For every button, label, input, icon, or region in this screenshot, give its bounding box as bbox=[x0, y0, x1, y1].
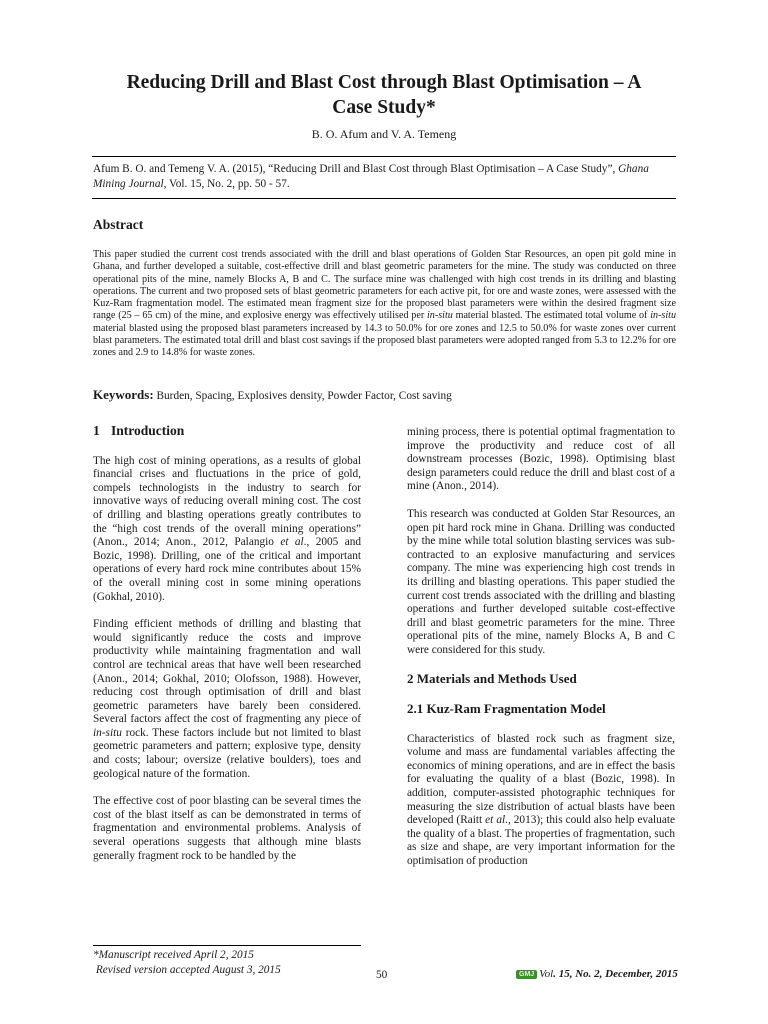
citation-text-a: Afum B. O. and Temeng V. A. (2015), “Reducing Drill and Blast Cost through Blast Optimisation – A Case Study”, bbox=[93, 163, 619, 175]
intro-heading bbox=[93, 424, 361, 438]
footnote bbox=[93, 948, 281, 978]
journal-logo: GMJ bbox=[516, 970, 537, 979]
footnote-revised: Revised version accepted August 3, 2015 bbox=[93, 964, 281, 976]
top-rule bbox=[92, 156, 676, 157]
right-paragraph-3 bbox=[407, 733, 675, 869]
journal-issue: . 15, No. 2, December, 2015 bbox=[553, 968, 678, 980]
abstract-heading: Abstract bbox=[93, 217, 144, 232]
right-paragraph-2: This research was conducted at Golden Star Resources, an open pit hard rock mine in Ghana. Drilling was conducted by the mine while total solution blasting services was sub-contracted to an explosive manufacturing and services company. The mine was experiencing high cost trends in its drilling and blasting operations. This paper studied the current cost trends associated with the drilling and blasting operations and further developed suitable cost-effective drill and blast geometric parameters for the mine. Three operational pits of the mine, namely Blocks A, B and C were considered for this study. bbox=[407, 507, 675, 656]
journal-vol-label: Vol bbox=[539, 968, 554, 980]
authors: B. O. Afum and V. A. Temeng bbox=[311, 127, 457, 141]
intro-number: 1 bbox=[93, 423, 100, 438]
left-column bbox=[93, 424, 361, 877]
keywords bbox=[93, 387, 452, 403]
intro-paragraph-2 bbox=[93, 618, 361, 781]
right-p3-b: 2013); this could also help evaluate the quality of a blast. The properties of fragmentation, such as size and shape, are very important information for the optimisation of production bbox=[407, 814, 676, 868]
citation-journal: Ghana Mining Journal bbox=[93, 163, 649, 190]
intro-heading-text: Introduction bbox=[111, 423, 185, 438]
paper-title bbox=[92, 70, 676, 120]
page-number: 50 bbox=[376, 969, 388, 981]
abstract-insitu-1: in-situ bbox=[427, 310, 453, 322]
keywords-label: Keywords: bbox=[93, 387, 154, 402]
citation-text-b: , Vol. 15, No. 2, pp. 50 - 57. bbox=[163, 177, 290, 190]
citation-rule bbox=[92, 198, 676, 199]
abstract-insitu-2: in-situ bbox=[650, 310, 677, 322]
right-paragraph-1: mining process, there is potential optimal fragmentation to improve the productivity and reduce cost of all downstream processes (Bozic, 1998). Optimising blast design parameters could reduce the drill and blast cost of a mine (Anon., 2014). bbox=[407, 426, 675, 493]
right-column bbox=[407, 426, 675, 883]
journal-footer bbox=[516, 968, 678, 980]
intro-p1-b: ., 2005 and Bozic, 1998). Drilling, one of the critical and important operations of every hard rock mine contributes about 15% of the overall mining cost in some mining operations (Gokhal, 2010). bbox=[93, 536, 362, 603]
intro-p2-a: Finding efficient methods of drilling and blasting that would significantly reduce the costs and improve productivity while maintaining fragmentation and wall control are technical areas that have well been researched (Anon., 2014; Gokhal, 2010; Olofsson, 1988). However, reducing cost through optimisation of drill and blast geometric parameters have barely been considered. Several factors affect the cost of fragmenting any piece of bbox=[93, 618, 361, 726]
kuzram-heading: 2.1 Kuz-Ram Fragmentation Model bbox=[407, 701, 606, 717]
intro-p2-insitu: in-situ bbox=[93, 726, 122, 739]
intro-paragraph-1 bbox=[93, 455, 361, 605]
footnote-rule bbox=[93, 945, 361, 946]
abstract-part-c: material blasted using the proposed blast parameters increased by 14.3 to 50.0% for ore zones and 12.5 to 50.0% for waste zones over current blast parameters. The estimated total drill and blast cost savings if the proposed blast parameters were adopted ranged from 5.3 to 12.2% for ore zones and 2.9 to 14.8% for waste zones. bbox=[93, 322, 676, 359]
keywords-list: Burden, Spacing, Explosives density, Powder Factor, Cost saving bbox=[153, 390, 452, 402]
title-line-1: Reducing Drill and Blast Cost through Blast Optimisation – A bbox=[126, 72, 642, 93]
intro-p1-a: The high cost of mining operations, as a results of global financial crises and fluctuations in the price of gold, compels technologists in the industry to search for innovative ways of reducing overall mining cost. The cost of drilling and blasting operations greatly contributes to the “high cost trends of the overall mining operations” (Anon., 2014; Anon., 2012, Palangio bbox=[93, 454, 361, 549]
methods-heading: 2 Materials and Methods Used bbox=[407, 670, 577, 686]
intro-p2-b: rock. These factors include but not limited to blast geometric parameters and pattern; explosive type, density and costs; labour; oversize (relative boulders), toes and geological nature of the formation. bbox=[93, 726, 361, 780]
intro-p1-etal: et al bbox=[280, 536, 304, 549]
intro-paragraph-3: The effective cost of poor blasting can be several times the cost of the blast itself as can be demonstrated in terms of fragmentation and environmental problems. Analysis of several operations suggests that although mine blasts generally fragment rock to be handled by the bbox=[93, 795, 361, 862]
right-p3-etal: et al., bbox=[485, 814, 511, 827]
right-p3-a: Characteristics of blasted rock such as fragment size, volume and mass are fundamental variables affecting the economics of mining operations, and are in effect the basis for evaluating the quality of a blast (Bozic, 1998). In addition, computer-assisted photographic techniques for measuring the size distribution of actual blasts have been developed (Raitt bbox=[407, 732, 675, 827]
abstract-text bbox=[93, 249, 676, 360]
abstract-part-a: This paper studied the current cost trends associated with the drill and blast operations of Golden Star Resources, an open pit gold mine in Ghana, and further developed a suitable, cost-effective drill and blast geometric parameters for the mine. The study was conducted on three operational pits of the mine, namely Blocks A, B and C. The surface mine was challenged with high cost trends in its drilling and blasting operations. The current and two proposed sets of blast geometric parameters for each active pit, for ore and waste zones, were assessed with the Kuz-Ram fragmentation model. The estimated mean fragment size for the proposed blast parameters were within the desired fragment size range (25 – 65 cm) of the mine, and explosive energy was effectively utilised per bbox=[93, 249, 676, 322]
citation bbox=[93, 162, 677, 191]
abstract-part-b: material blasted. The estimated total volume of bbox=[452, 310, 651, 322]
title-line-2: Case Study* bbox=[332, 97, 436, 118]
footnote-received: *Manuscript received April 2, 2015 bbox=[93, 949, 254, 961]
